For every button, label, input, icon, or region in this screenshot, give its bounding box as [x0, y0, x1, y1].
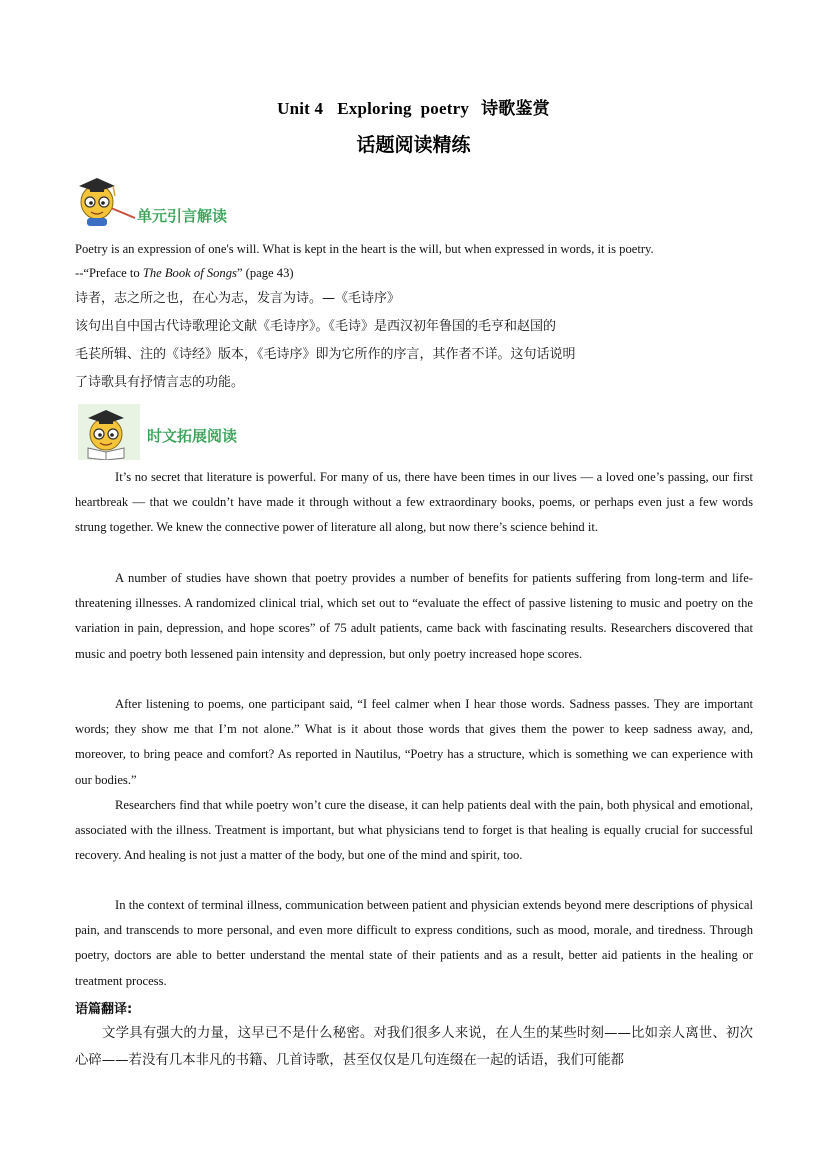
quote-english: Poetry is an expression of one's will. What is kept in the heart is the will, but when expressed in words, it is poetry. [75, 242, 654, 256]
reading-paragraph: After listening to poems, one participant said, “I feel calmer when I hear those words. Sadness passes. They are important words; they show me that I’m not alone.” What is it about those words that gives them the power to keep sadness away, and, moreover, to bring peace and comfort? As reported in Nautilus, “Poetry has a structure, which is something we can experience with our bodies.” [75, 697, 753, 787]
page-subtitle: 话题阅读精练 [356, 134, 471, 156]
unit-number: Unit 4 [277, 99, 324, 118]
graduate-mascot-pointer-icon [75, 172, 137, 228]
quote-source [75, 264, 755, 282]
reading-paragraph: A number of studies have shown that poetry provides a number of benefits for patients suffering from long-term and life-threatening illnesses. A randomized clinical trial, which set out to “evaluate the effect of passive listening to music and poetry on the variation in pain, depression, and hope scores” of 75 adult patients, came back with fascinating results. Researchers discovered that music and poetry both lessened pain intensity and depression, but only poetry increased hope scores. [75, 571, 753, 661]
unit-title [0, 94, 827, 119]
explanation-line: 了诗歌具有抒情言志的功能。 [75, 375, 245, 390]
graduate-mascot-book-icon [75, 404, 143, 460]
translation-label: 语篇翻译: [75, 1002, 133, 1017]
reading-paragraph: Researchers find that while poetry won’t cure the disease, it can help patients deal with the pain, both physical and emotional, associated with the illness. Treatment is important, but what physicians tend to forget is that healing is equally crucial for successful recovery. And healing is not just a matter of the body, but one of the mind and spirit, too. [75, 798, 753, 863]
translation-paragraph: 文学具有强大的力量，这早已不是什么秘密。对我们很多人来说，在人生的某些时刻——比如亲人离世、初次心碎——若没有几本非凡的书籍、几首诗歌，甚至仅仅是几句连缀在一起的话语，我们可能都 [75, 1026, 753, 1068]
explanation-line: 毛苌所辑、注的《诗经》版本，《毛诗序》即为它所作的序言，其作者不详。这句话说明 [75, 347, 576, 362]
source-book-title: The Book of Songs [142, 266, 237, 280]
source-prefix: --“Preface to [75, 266, 143, 280]
reading-paragraph: In the context of terminal illness, communication between patient and physician extends beyond mere descriptions of physical pain, and transcends to more personal, and even more difficult to express conditions, such as mood, morale, and tiredness. Through poetry, doctors are able to better understand the mental state of their patients and as a result, better aid patients in the healing or treatment process. [75, 898, 753, 988]
reading-paragraph: It’s no secret that literature is powerful. For many of us, there have been times in our lives — a loved one’s passing, our first heartbreak — that we couldn’t have made it through without a few extraordinary books, poems, or perhaps even just a few words strung together. We knew the connective power of literature all along, but now there’s science behind it. [75, 470, 753, 535]
explanation-line: 该句出自中国古代诗歌理论文献《毛诗序》。《毛诗》是西汉初年鲁国的毛亨和赵国的 [75, 319, 557, 334]
unit-topic-en: Exploring poetry [337, 99, 470, 118]
unit-topic-cn: 诗歌鉴赏 [481, 99, 550, 119]
source-suffix: ” (page 43) [236, 266, 294, 280]
section-label: 单元引言解读 [137, 207, 228, 225]
section-label: 时文拓展阅读 [147, 427, 238, 445]
quote-chinese: 诗者，志之所之也，在心为志，发言为诗。—《毛诗序》 [75, 291, 401, 306]
